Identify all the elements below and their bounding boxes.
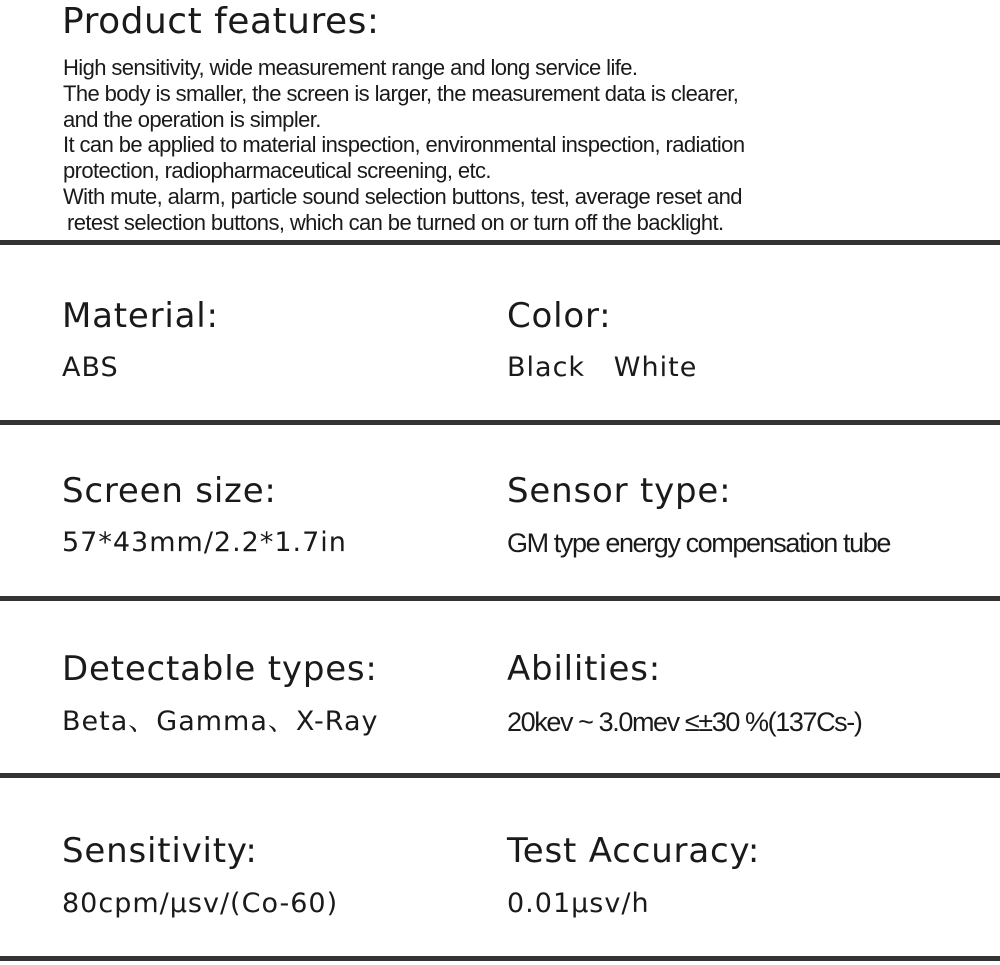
abilities-label: Abilities:	[507, 649, 662, 689]
sensor-type-label: Sensor type:	[507, 471, 732, 511]
feature-line: protection, radiopharmaceutical screening, etc.	[63, 158, 491, 184]
sensitivity-value: 80cpm/μsv/(Co-60)	[62, 888, 339, 919]
section-divider	[0, 596, 1000, 601]
section-divider	[0, 420, 1000, 425]
feature-line: and the operation is simpler.	[63, 106, 321, 132]
sensor-type-value: GM type energy compensation tube	[507, 528, 890, 558]
color-label: Color:	[507, 296, 612, 336]
test-accuracy-value: 0.01μsv/h	[507, 888, 650, 919]
color-value: Black White	[507, 352, 698, 383]
test-accuracy-label: Test Accuracy:	[507, 831, 761, 871]
material-value: ABS	[62, 352, 119, 383]
sensitivity-label: Sensitivity:	[62, 831, 258, 871]
feature-line: With mute, alarm, particle sound selection buttons, test, average reset and	[63, 183, 742, 209]
section-divider	[0, 773, 1000, 778]
feature-line: retest selection buttons, which can be turned on or turn off the backlight.	[67, 209, 724, 235]
feature-line: The body is smaller, the screen is larger, the measurement data is clearer,	[63, 80, 739, 106]
screen-size-label: Screen size:	[62, 471, 277, 511]
section-divider	[0, 956, 1000, 961]
detectable-types-label: Detectable types:	[62, 649, 378, 689]
section-divider	[0, 240, 1000, 245]
product-features-title: Product features:	[62, 1, 380, 42]
abilities-value: 20kev ~ 3.0mev ≤±30 %(137Cs-)	[507, 707, 862, 737]
feature-line: It can be applied to material inspection, environmental inspection, radiation	[63, 132, 745, 158]
screen-size-value: 57*43mm/2.2*1.7in	[62, 527, 347, 558]
detectable-types-value: Beta、Gamma、X-Ray	[62, 706, 379, 737]
feature-line: High sensitivity, wide measurement range and long service life.	[63, 55, 638, 80]
material-label: Material:	[62, 296, 219, 336]
product-features-list	[63, 55, 963, 236]
